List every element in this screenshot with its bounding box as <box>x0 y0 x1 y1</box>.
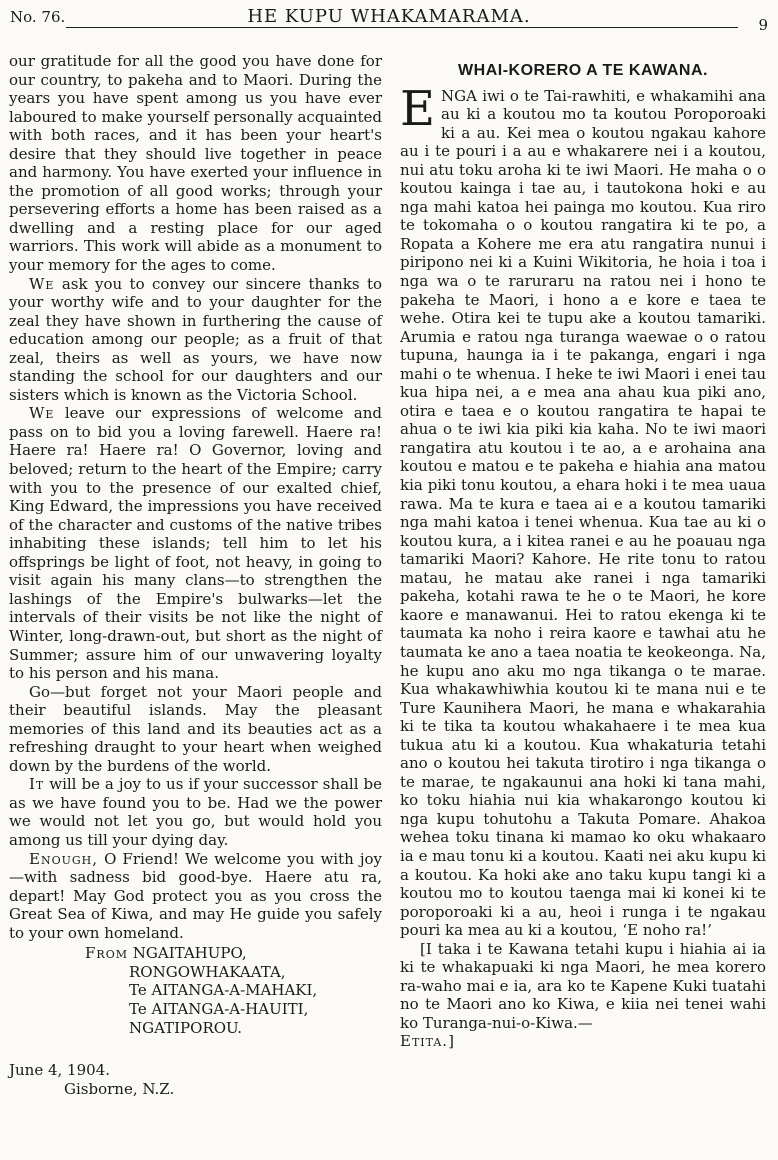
editor-note <box>400 940 766 1051</box>
paragraph <box>400 80 766 940</box>
tribe-name: NGATIPOROU. <box>129 1018 243 1037</box>
paragraph-text: our gratitude for all the good you have done for our country, to pakeha and to Maori. During the years you have spent among us you have ever laboured to make yourself personally acquainted with both races, and it has been your heart's desire that they should live together in peace and harmony. You have exerted your influence in the promotion of all good works; through your persevering efforts a home has been raised as a dwelling and a resting place for our aged warriors. This work will abide as a monument to your memory for the ages to come. <box>9 52 382 275</box>
paragraph-lead: We <box>29 404 55 423</box>
note-signature: Etita.] <box>400 1032 455 1051</box>
signature-block <box>9 944 382 1037</box>
note-text: [I taka i te Kawana tetahi kupu i hiahia ai ia ki te whakapuaki ki nga Maori, he mea korero ra-waho mai e ia, ara ko te Kapene Kuki tuatahi no te Maori ano ko Kiwa, e kiia nei tenei wahi ko Turanga-nui-o-Kiwa.— <box>400 939 766 1032</box>
paragraph <box>9 775 382 849</box>
page-number: 9 <box>758 16 768 34</box>
paragraph <box>9 404 382 682</box>
drop-cap: E <box>400 80 436 137</box>
date-line: June 4, 1904. <box>9 1061 111 1080</box>
tribe-name: Te AITANGA-A-HAUITI, <box>129 1000 309 1019</box>
signature-first-line <box>9 944 382 963</box>
issue-number: No. 76. <box>10 8 66 26</box>
place-line: Gisborne, N.Z. <box>64 1079 175 1098</box>
paragraph-text: ask you to convey our sincere thanks to your worthy wife and to your daughter for the zeal they have shown in furthering the cause of education among our people; as a fruit of that zeal, theirs as well as yours, we have now standing the school for our daughters and our sisters which is known as the Victoria School. <box>9 274 382 404</box>
tribe-name: NGAITAHUPO, <box>132 944 247 963</box>
tribe-name: Te AITANGA-A-MAHAKI, <box>129 981 318 1000</box>
paragraph-lead: Enough, <box>29 849 99 868</box>
paragraph <box>9 683 382 776</box>
paragraph <box>9 275 382 405</box>
paragraph-text: Go—but forget not your Maori people and their beautiful islands. May the pleasant memories of this land and its beauties act as a refreshing draught to your heart when weighed down by the burdens of the world. <box>9 682 382 775</box>
header-rule <box>66 27 738 28</box>
right-column <box>400 62 766 1051</box>
tribe-name: RONGOWHAKAATA, <box>129 962 286 981</box>
paragraph-text: leave our expressions of welcome and pass on to bid you a loving farewell. Haere ra! Haere ra! Haere ra! O Governor, loving and beloved; return to the heart of the Empire; carry with you to the presence of our exalted chief, King Edward, the impressions you have received of the character and customs of the native tribes inhabiting these islands; tell him to let his offsprings be light of foot, not heavy, in going to visit again his many clans—to strengthen the lashings of the Empire's bulwarks—let the intervals of their visits be not like the night of Winter, long-drawn-out, but short as the night of Summer; assure him of our unwavering loyalty to his person and his mana. <box>9 404 382 683</box>
article-heading: WHAI-KORERO A TE KAWANA. <box>458 62 708 79</box>
from-label: From <box>85 944 128 963</box>
paragraph-lead: We <box>29 274 55 293</box>
paragraph-text: O Friend! We welcome you with joy—with sadness bid good-bye. Haere atu ra, depart! May God protect you as you cross the Great Sea of Kiwa, and may He guide you safely to your own homeland. <box>9 849 382 942</box>
paragraph-text: will be a joy to us if your successor shall be as we have found you to be. Had we the power we would not let you go, but would hold you among us till your dying day. <box>9 775 382 849</box>
paragraph-text: NGA iwi o te Tai-rawhiti, e whakamihi ana au ki a koutou mo ta koutou Poroporoaki ki a au. Kei mea o koutou ngakau kahore au i te pouri i a au e whakarere nei i a koutou, nui atu toku aroha ki te iwi Maori. He maha o o koutou kainga i tae au, i tautokona hoki e au nga mahi katoa hei painga mo koutou. Kua riro te tokomaha o o koutou rangatira ki te po, a Ropata a Kohere me era atu rangatira nunui i piripono nei ki a Kuini Wikitoria, he hoia i toa i nga wa o te raruraru na ratou nei i hono te pakeha te Maori, i hono a e kore e taea te wehe. Otira kei te tupu ake a koutou tamariki. Arumia e ratou nga turanga waewae o o ratou tupuna, haunga ia i te pakanga, engari i nga mahi o te whenua. I heke te iwi Maori i enei tau kua hipa nei, a e mea ana ahau kua piki ano, otira e taea e o koutou rangatira te hapai te ahua o te iwi kia piki kia kaha. No te iwi maori rangatira atu koutou i te ao, a e arohaina ana koutou e matou e te pakeha e hiahia ana matou kia piki tonu koutou, a ehara hoki i te mea uaua rawa. Ma te kura e taea ai e a koutou tamariki nga mahi katoa i tenei whenua. Kua tae au ki o koutou kura, a i kitea ranei e au he poauau nga tamariki Maori? Kahore. He rite tonu to ratou matau, he matau ake ranei i nga tamariki pakeha, kotahi rawa te he o te Maori, he kore kaore e manawanui. Hei to ratou ekenga ki te taumata ka noho i reira kaore e tawhai atu he taumata ke ano a taea noatia te keokeonga. Na, he kupu ano aku mo nga tikanga o te marae. Kua whakawhiwhia koutou ki te mana nui e te Ture Kaunihera Maori, he mana e whakarahia ki te tika ta koutou whakahaere i te mea kua tukua atu ki a koutou. Kua whakaturia tetahi ano o koutou hei takuta tirotiro i nga tikanga o te marae, te ngakaunui ana hoki ki tana mahi, ko toku hiahia nui kia whakarongo koutou ki nga kupu tohutohu a Takuta Pomare. Ahakoa wehea toku tinana ki mamao ko oku whakaaro ia e mau tonu ki a koutou. Kaati nei aku kupu ki a koutou. Ka hoki ake ano taku kupu tangi ki a koutou mo to koutou taenga mai ki konei ki te poroporoaki ki a au, heoi i runga i te ngakau pouri ka mea au ki a koutou, ‘E noho ra!’ <box>400 86 766 940</box>
paragraph <box>9 52 382 275</box>
paragraph-lead: It <box>29 775 45 794</box>
left-column <box>9 52 382 1098</box>
date-block <box>9 1061 382 1098</box>
paragraph <box>9 850 382 943</box>
running-title: HE KUPU WHAKAMARAMA. <box>247 6 531 27</box>
